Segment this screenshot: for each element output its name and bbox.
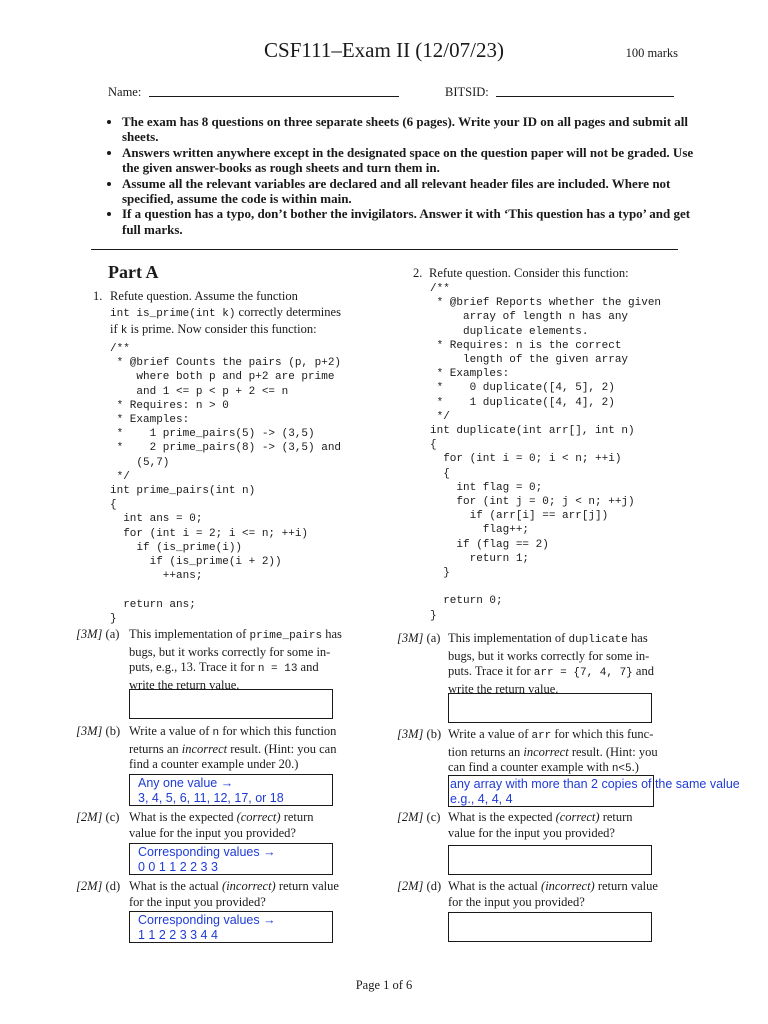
part-title: Part A [108,262,159,282]
q2c-marks: [2M] (c) [397,810,441,824]
q2d-text: What is the actual (incorrect) return value for the input you provided? [448,879,658,909]
q1d-answer-line: Corresponding values → [138,913,276,927]
instruction-item: • Answers written anywhere except in the designated space on the question paper will not be graded. Use the given answer-books as rough sheets and turn them in. [122,145,702,176]
q1-intro [110,289,346,340]
q1-intro-code: int is_prime(int k) [110,307,236,320]
q1c-answer-line: 0 0 1 1 2 2 3 3 [138,860,218,874]
instruction-item: • Assume all the relevant variables are declared and all relevant header files are included. Where not specified, assume the code is within main. [122,176,702,207]
name-label: Name: [108,85,142,99]
name-field[interactable] [149,96,399,97]
q1c-answer-line: Corresponding values → [138,845,276,859]
q1-intro-text: Refute question. Assume the function [110,289,298,303]
q1b-marks: [3M] (b) [76,724,121,738]
q2-code-listing: /** * @brief Reports whether the given array of length n has any duplicate elements. * Requires: n is the correct length of the given array * Examples: * 0 duplicate([4, 5], 2) * 1 duplicate([4, 4], 2) */ int duplicate(int arr[], int n) { for (int i = 0; i < n; ++i) { int flag = 0; for (int j = 0; j < n; ++j) if (arr[i] == arr[j]) flag++; if (flag == 2) return 1; } return 0; } [430,283,662,622]
q2b-text: Write a value of arr for which this func- tion returns an incorrect result. (Hint: you can find a counter example with n<5.) [448,727,658,776]
q1-intro-code: k [120,325,128,338]
exam-title: CSF111–Exam II (12/07/23) [264,38,504,62]
q1d-answer-box[interactable] [129,911,333,943]
q1b-answer-line: 3, 4, 5, 6, 11, 12, 17, or 18 [138,791,284,805]
instructions-list [104,114,702,237]
q1a-text: This implementation of prime_pairs has bugs, but it works correctly for some in- puts, e.g., 13. Trace it for n = 13 and write the return value. [129,627,342,692]
q1-code-listing: /** * @brief Counts the pairs (p, p+2) where both p and p+2 are prime and 1 <= p < p + 2 <= n * Requires: n > 0 * Examples: * 1 prime_pairs(5) -> (3,5) * 2 prime_pairs(8) -> (3,5) and (5,7) */ int prime_pairs(int n) { int ans = 0; for (int i = 2; i <= n; ++i) if (is_prime(i)) if (is_prime(i + 2)) ++ans; return ans; } [110,343,342,625]
q2-intro: Refute question. Consider this function: [429,266,629,280]
q1c-text: What is the expected (correct) return value for the input you provided? [129,810,314,840]
q1a-answer-box[interactable] [129,689,333,719]
instruction-item: • The exam has 8 questions on three separate sheets (6 pages). Write your ID on all pages and submit all sheets. [122,114,702,145]
total-marks: 100 marks [625,46,678,60]
q1b-answer-box[interactable] [129,774,333,806]
q1d-answer-line: 1 1 2 2 3 3 4 4 [138,928,218,942]
bitsid-label: BITSID: [445,85,489,99]
q2b-answer-line: e.g., 4, 4, 4 [450,792,513,806]
q1-intro-text: correctly determines [238,304,341,319]
q2c-answer-box[interactable] [448,845,652,875]
q1d-text: What is the actual (incorrect) return value for the input you provided? [129,879,339,909]
q1c-answer-box[interactable] [129,843,333,875]
q1a-marks: [3M] (a) [76,627,120,641]
q2-number: 2. [413,266,423,280]
q2c-text: What is the expected (correct) return value for the input you provided? [448,810,633,840]
q1-intro-text: is prime. Now consider this function: [130,322,317,337]
q2b-answer-line: any array with more than 2 copies of the same value [450,777,740,791]
q1d-marks: [2M] (d) [76,879,121,893]
q2a-text: This implementation of duplicate has bugs, but it works correctly for some in- puts. Trace it for arr = {7, 4, 7} and write the return value. [448,631,654,696]
section-divider [91,249,678,250]
instruction-item: • If a question has a typo, don’t bother the invigilators. Answer it with ‘This question has a typo’ and get full marks. [122,206,702,237]
q2b-answer-box[interactable] [448,775,740,807]
q1b-text: Write a value of n for which this function returns an incorrect result. (Hint: you can find a counter example under 20.) [129,724,337,772]
page-number: Page 1 of 6 [355,978,413,992]
q2d-marks: [2M] (d) [397,879,442,893]
q2b-marks: [3M] (b) [397,727,442,741]
bitsid-field[interactable] [496,96,674,97]
q1-number: 1. [93,289,103,303]
q2a-answer-box[interactable] [448,693,652,723]
q1-intro-text: if [110,322,118,337]
q2d-answer-box[interactable] [448,912,652,942]
q1b-answer-line: Any one value → [138,776,234,790]
q1c-marks: [2M] (c) [76,810,120,824]
q2a-marks: [3M] (a) [397,631,441,645]
